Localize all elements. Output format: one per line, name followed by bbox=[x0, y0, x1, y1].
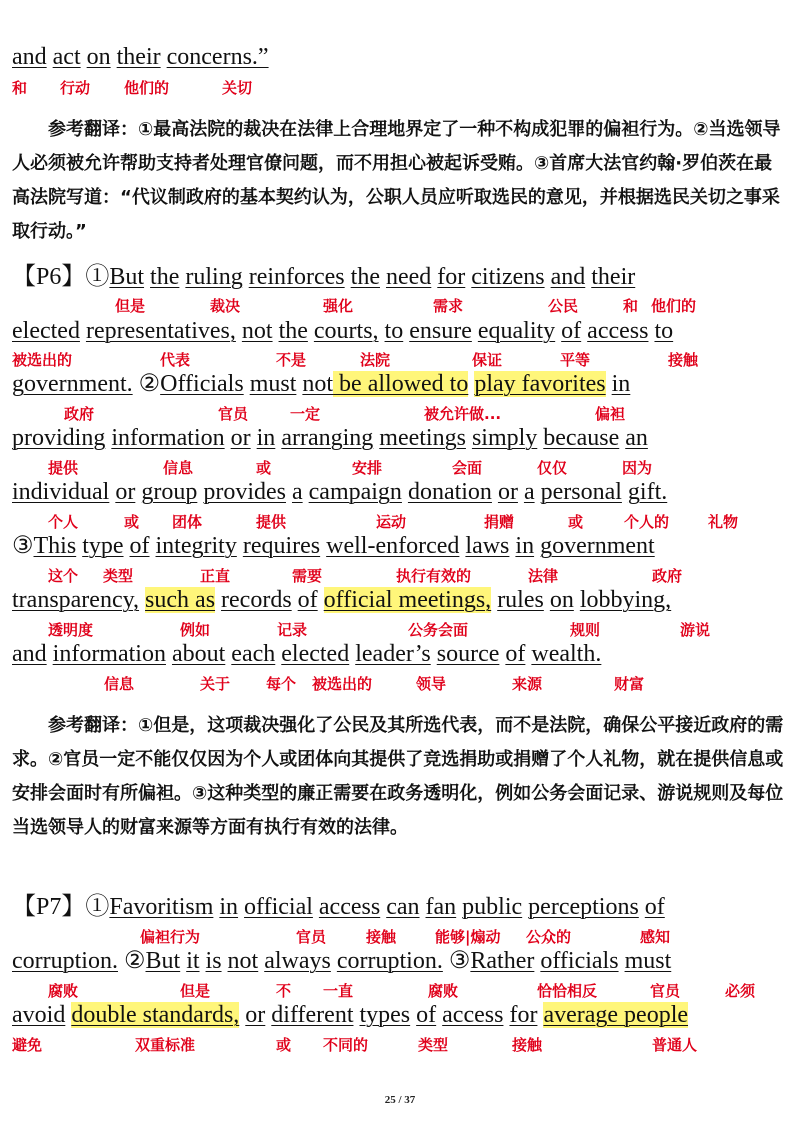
gloss: 官员 bbox=[296, 928, 327, 946]
gloss: 但是 bbox=[180, 982, 211, 1000]
chinese-gloss-line bbox=[0, 619, 800, 641]
gloss: 类型 bbox=[103, 567, 134, 585]
gloss: 记录 bbox=[277, 621, 308, 639]
gloss: 这个 bbox=[48, 567, 79, 585]
reference-translation: 参考翻译：①但是，这项裁决强化了公民及其所选代表，而不是法院，确保公平接近政府的需求。②官员一定不能仅仅因为个人或团体向其提供了竞选捐助或捐赠了个人礼物，就在提供信息或安排会面时有所偏袒。③这种类型的廉正需要在政务透明化，例如公务会面记录、游说规则及每位当选领导人的财富来源等方面有执行有效的法律。 bbox=[12, 715, 784, 838]
gloss: 正直 bbox=[200, 567, 231, 585]
gloss: 礼物 bbox=[708, 513, 739, 531]
english-line: avoid double standards, or different types of access for average people bbox=[12, 1002, 689, 1028]
gloss: 安排 bbox=[352, 459, 383, 477]
gloss: 透明度 bbox=[48, 621, 94, 639]
gloss: 会面 bbox=[452, 459, 483, 477]
paragraph-label: 【P7】 bbox=[12, 894, 86, 920]
gloss: 公务会面 bbox=[408, 621, 469, 639]
gloss: 游说 bbox=[680, 621, 711, 639]
gloss: 法院 bbox=[360, 351, 391, 369]
chinese-gloss-line bbox=[0, 1034, 800, 1056]
gloss: 必须 bbox=[725, 982, 756, 1000]
gloss: 不 bbox=[276, 982, 292, 1000]
english-line: transparency, such as records of official meetings, rules on lobbying, bbox=[12, 587, 672, 613]
gloss: 偏袒 bbox=[595, 405, 626, 423]
gloss: 行动 bbox=[60, 79, 91, 97]
gloss: 因为 bbox=[622, 459, 653, 477]
gloss: 政府 bbox=[64, 405, 95, 423]
gloss: 强化 bbox=[323, 297, 354, 315]
english-line: providing information or in arranging meetings simply because an bbox=[12, 425, 648, 451]
english-line: individual or group provides a campaign donation or a personal gift. bbox=[12, 479, 668, 505]
chinese-gloss-line bbox=[0, 673, 800, 695]
gloss: 腐败 bbox=[48, 982, 79, 1000]
gloss: 信息 bbox=[163, 459, 194, 477]
chinese-gloss-line bbox=[0, 565, 800, 587]
gloss: 关切 bbox=[222, 79, 253, 97]
gloss: 或 bbox=[276, 1036, 292, 1054]
english-line: 【P6】①But the ruling reinforces the need for citizens and their bbox=[12, 264, 636, 290]
chinese-gloss-line bbox=[0, 980, 800, 1002]
reference-translation: 参考翻译：①最高法院的裁决在法律上合理地界定了一种不构成犯罪的偏袒行为。②当选领导人必须被允许帮助支持者处理官僚问题，而不用担心被起诉受贿。③首席大法官约翰·罗伯茨在最高法院写道：“代议制政府的基本契约认为，公职人员应听取选民的意见，并根据选民关切之事采取行动。” bbox=[12, 119, 781, 242]
gloss: 领导 bbox=[416, 675, 447, 693]
gloss: 感知 bbox=[640, 928, 671, 946]
gloss: 捐赠 bbox=[484, 513, 515, 531]
gloss: 公民 bbox=[548, 297, 579, 315]
gloss: 法律 bbox=[528, 567, 559, 585]
gloss: 避免 bbox=[12, 1036, 43, 1054]
gloss: 双重标准 bbox=[135, 1036, 196, 1054]
gloss: 和 bbox=[12, 79, 28, 97]
gloss: 类型 bbox=[418, 1036, 449, 1054]
gloss: 官员 bbox=[218, 405, 249, 423]
gloss: 被选出的 bbox=[12, 351, 73, 369]
gloss: 或 bbox=[124, 513, 140, 531]
gloss: 保证 bbox=[472, 351, 503, 369]
paragraph-label: 【P6】 bbox=[12, 264, 86, 290]
english-line: government. ②Officials must not be allowed to play favorites in bbox=[12, 371, 631, 397]
english-line: 【P7】①Favoritism in official access can fan public perceptions of bbox=[12, 894, 665, 920]
gloss: 裁决 bbox=[210, 297, 241, 315]
gloss: 被选出的 bbox=[312, 675, 373, 693]
gloss: 来源 bbox=[512, 675, 543, 693]
gloss: 一定 bbox=[290, 405, 321, 423]
chinese-gloss-line bbox=[0, 457, 800, 479]
gloss: 普通人 bbox=[652, 1036, 698, 1054]
gloss: 仅仅 bbox=[537, 459, 568, 477]
gloss: 接触 bbox=[668, 351, 699, 369]
gloss: 个人 bbox=[48, 513, 79, 531]
gloss: 规则 bbox=[570, 621, 601, 639]
chinese-gloss-line bbox=[0, 403, 800, 425]
gloss: 平等 bbox=[560, 351, 591, 369]
gloss: 例如 bbox=[180, 621, 211, 639]
english-line: and information about each elected leader’s source of wealth. bbox=[12, 641, 602, 667]
gloss: 代表 bbox=[160, 351, 191, 369]
gloss: 需求 bbox=[433, 297, 464, 315]
gloss: 或 bbox=[568, 513, 584, 531]
gloss: 但是 bbox=[115, 297, 146, 315]
gloss: 财富 bbox=[614, 675, 645, 693]
chinese-gloss-line bbox=[0, 295, 800, 317]
gloss: 信息 bbox=[104, 675, 135, 693]
gloss: 执行有效的 bbox=[396, 567, 472, 585]
chinese-gloss-line bbox=[0, 926, 800, 948]
gloss: 公众的 bbox=[526, 928, 572, 946]
english-line: corruption. ②But it is not always corruption. ③Rather officials must bbox=[12, 948, 672, 974]
gloss: 不是 bbox=[276, 351, 307, 369]
english-line: ③This type of integrity requires well-enforced laws in government bbox=[12, 533, 655, 559]
gloss: 政府 bbox=[652, 567, 683, 585]
gloss: 腐败 bbox=[428, 982, 459, 1000]
gloss: 被允许做... bbox=[424, 405, 502, 423]
gloss: 接触 bbox=[512, 1036, 543, 1054]
gloss: 偏袒行为 bbox=[140, 928, 201, 946]
gloss: 官员 bbox=[650, 982, 681, 1000]
gloss: 和 bbox=[623, 297, 639, 315]
gloss: 或 bbox=[256, 459, 272, 477]
gloss: 团体 bbox=[172, 513, 203, 531]
gloss: 运动 bbox=[376, 513, 407, 531]
gloss: 接触 bbox=[366, 928, 397, 946]
gloss: 提供 bbox=[48, 459, 79, 477]
gloss: 每个 bbox=[266, 675, 297, 693]
gloss: 能够|煽动 bbox=[435, 928, 501, 946]
gloss: 恰恰相反 bbox=[537, 982, 598, 1000]
chinese-gloss-line bbox=[0, 349, 800, 371]
gloss: 提供 bbox=[256, 513, 287, 531]
chinese-gloss-line bbox=[0, 77, 800, 99]
gloss: 个人的 bbox=[624, 513, 670, 531]
chinese-gloss-line bbox=[0, 511, 800, 533]
page-number: 25 / 37 bbox=[384, 1094, 416, 1106]
gloss: 关于 bbox=[200, 675, 231, 693]
english-line: and act on their concerns.” bbox=[12, 44, 269, 70]
gloss: 不同的 bbox=[323, 1036, 369, 1054]
gloss: 一直 bbox=[323, 982, 354, 1000]
gloss: 他们的 bbox=[124, 79, 170, 97]
gloss: 他们的 bbox=[651, 297, 697, 315]
gloss: 需要 bbox=[292, 567, 323, 585]
english-line: elected representatives, not the courts, to ensure equality of access to bbox=[12, 318, 674, 344]
